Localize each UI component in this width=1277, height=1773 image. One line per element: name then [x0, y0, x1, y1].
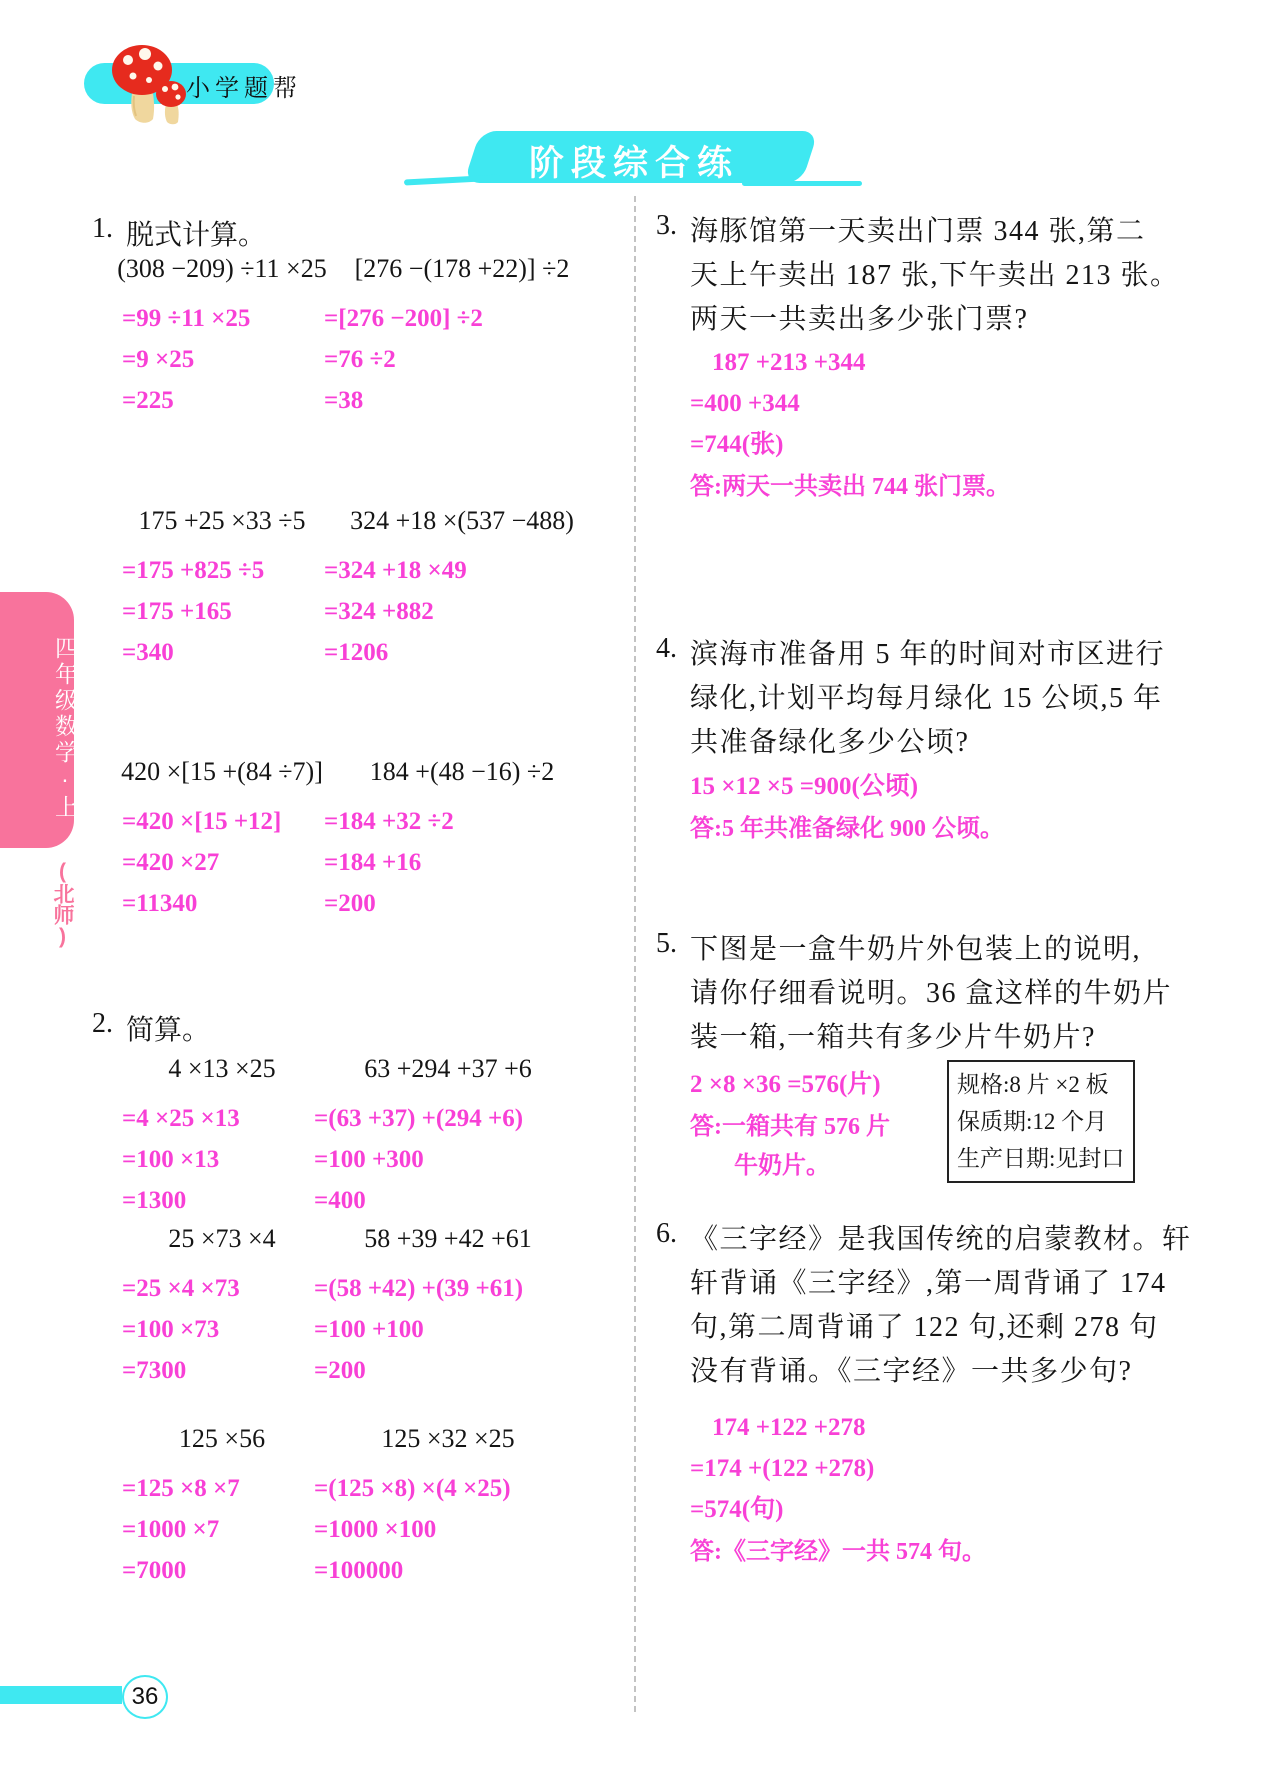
work-step: =184 +16 [324, 849, 422, 876]
work-step: 187 +213 +344 [712, 349, 866, 376]
q4-solution [690, 766, 1004, 849]
work-step: =574(句) [690, 1496, 784, 1523]
work-step: =(63 +37) +(294 +6) [314, 1105, 524, 1132]
work-step: =174 +(122 +278) [690, 1455, 875, 1482]
page-number-bar [0, 1686, 122, 1704]
question-6 [656, 1218, 1192, 1394]
banner-swoosh-right [742, 181, 862, 186]
answer-sentence: 答:两天一共卖出 744 张门票。 [690, 474, 1010, 500]
work-step: =(125 ×8) ×(4 ×25) [314, 1475, 511, 1502]
statement-line: 共准备绿化多少公顷? [690, 727, 970, 758]
work-step: =76 ÷2 [324, 346, 396, 373]
question-4 [656, 633, 1165, 765]
work-step: =324 +882 [324, 598, 434, 625]
question-1-header [92, 213, 266, 253]
page-number: 36 [122, 1675, 168, 1719]
work-step: =100000 [314, 1557, 404, 1584]
statement-line: 下图是一盒牛奶片外包装上的说明, [690, 934, 1142, 965]
work-step: 2 ×8 ×36 =576(片) [690, 1071, 881, 1098]
work-step: =340 [122, 639, 174, 666]
work-step: =175 +165 [122, 598, 232, 625]
answer-sentence: 牛奶片。 [734, 1153, 830, 1179]
spec-line: 生产日期:见封口 [957, 1146, 1125, 1171]
expression: 420 ×[15 +(84 ÷7)] [121, 757, 323, 786]
expression: 63 +294 +37 +6 [364, 1054, 532, 1083]
work-step: 15 ×12 ×5 =900(公顷) [690, 773, 919, 800]
statement-line: 没有背诵。《三字经》一共多少句? [690, 1356, 1133, 1387]
q6-solution [690, 1407, 986, 1572]
statement-line: 《三字经》是我国传统的启蒙教材。轩 [690, 1224, 1192, 1255]
question-number: 1. [92, 213, 113, 244]
work-step: =[276 −200] ÷2 [324, 305, 483, 332]
statement-line: 天上午卖出 187 张,下午卖出 213 张。 [690, 260, 1180, 291]
question-number: 5. [656, 928, 677, 959]
work-step: =1000 ×7 [122, 1516, 220, 1543]
expression: (308 −209) ÷11 ×25 [117, 254, 327, 283]
statement-line: 轩背诵《三字经》,第一周背诵了 174 [690, 1268, 1167, 1299]
work-step: =11340 [122, 890, 198, 917]
work-step: =420 ×[15 +12] [122, 808, 282, 835]
work-step: =7300 [122, 1357, 187, 1384]
spec-line: 保质期:12 个月 [957, 1109, 1108, 1134]
work-step: =400 +344 [690, 390, 800, 417]
answer-sentence: 答:5 年共准备绿化 900 公顷。 [690, 816, 1004, 842]
question-2-header [92, 1008, 210, 1048]
q5-solution [690, 1064, 890, 1186]
statement-line: 绿化,计划平均每月绿化 15 公顷,5 年 [690, 683, 1163, 714]
expression: 175 +25 ×33 ÷5 [138, 506, 306, 535]
work-step: =4 ×25 ×13 [122, 1105, 240, 1132]
page-title: 阶段综合练 [528, 144, 739, 183]
section-banner [458, 131, 810, 183]
work-step: =1000 ×100 [314, 1516, 437, 1543]
work-step: 174 +122 +278 [712, 1414, 866, 1441]
work-step: =25 ×4 ×73 [122, 1275, 240, 1302]
work-step: =200 [324, 890, 376, 917]
work-step: =200 [314, 1357, 366, 1384]
work-step: =100 ×13 [122, 1146, 220, 1173]
statement-line: 装一箱,一箱共有多少片牛奶片? [690, 1022, 1096, 1053]
answer-sentence: 答:《三字经》一共 574 句。 [690, 1539, 986, 1565]
work-step: =7000 [122, 1557, 187, 1584]
book-title: 四年级数学·上 [52, 636, 78, 821]
question-title: 简算。 [126, 1015, 211, 1046]
column-divider [634, 196, 636, 1712]
work-step: =100 ×73 [122, 1316, 220, 1343]
question-number: 3. [656, 210, 677, 241]
work-step: =175 +825 ÷5 [122, 557, 265, 584]
expression: 4 ×13 ×25 [168, 1054, 276, 1083]
expression: [276 −(178 +22)] ÷2 [354, 254, 570, 283]
question-number: 6. [656, 1218, 677, 1249]
work-step: =100 +300 [314, 1146, 424, 1173]
statement-line: 请你仔细看说明。36 盒这样的牛奶片 [690, 978, 1173, 1009]
work-step: =225 [122, 387, 174, 414]
work-step: =324 +18 ×49 [324, 557, 467, 584]
expression: 184 +(48 −16) ÷2 [369, 757, 555, 786]
statement-line: 滨海市准备用 5 年的时间对市区进行 [690, 639, 1166, 670]
work-step: =9 ×25 [122, 346, 195, 373]
question-number: 2. [92, 1008, 113, 1039]
work-step: =125 ×8 ×7 [122, 1475, 240, 1502]
expression: 25 ×73 ×4 [168, 1224, 276, 1253]
expression: 125 ×56 [178, 1424, 266, 1453]
question-5 [656, 928, 1172, 1060]
work-step: =(58 +42) +(39 +61) [314, 1275, 524, 1302]
work-step: =184 +32 ÷2 [324, 808, 454, 835]
spec-line: 规格:8 片 ×2 板 [957, 1072, 1109, 1097]
question-3 [656, 210, 1180, 342]
book-edition: (北师) [51, 860, 74, 948]
work-step: =100 +100 [314, 1316, 424, 1343]
work-step: =420 ×27 [122, 849, 220, 876]
statement-line: 句,第二周背诵了 122 句,还剩 278 句 [690, 1312, 1159, 1343]
work-step: =1206 [324, 639, 389, 666]
question-number: 4. [656, 633, 677, 664]
expression: 58 +39 +42 +61 [364, 1224, 532, 1253]
statement-line: 两天一共卖出多少张门票? [690, 304, 1029, 335]
brand-name: 小学题帮 [186, 75, 302, 102]
work-step: =1300 [122, 1187, 187, 1214]
expression: 125 ×32 ×25 [381, 1424, 515, 1453]
work-step: =38 [324, 387, 364, 414]
q3-solution [690, 342, 1010, 507]
work-step: =400 [314, 1187, 366, 1214]
expression: 324 +18 ×(537 −488) [350, 506, 574, 535]
work-step: =99 ÷11 ×25 [122, 305, 251, 332]
milk-package-label [947, 1060, 1135, 1183]
statement-line: 海豚馆第一天卖出门票 344 张,第二 [690, 216, 1146, 247]
work-step: =744(张) [690, 431, 784, 458]
answer-sentence: 答:一箱共有 576 片 [690, 1114, 890, 1140]
question-title: 脱式计算。 [126, 220, 267, 251]
mushrooms-icon [100, 38, 200, 126]
